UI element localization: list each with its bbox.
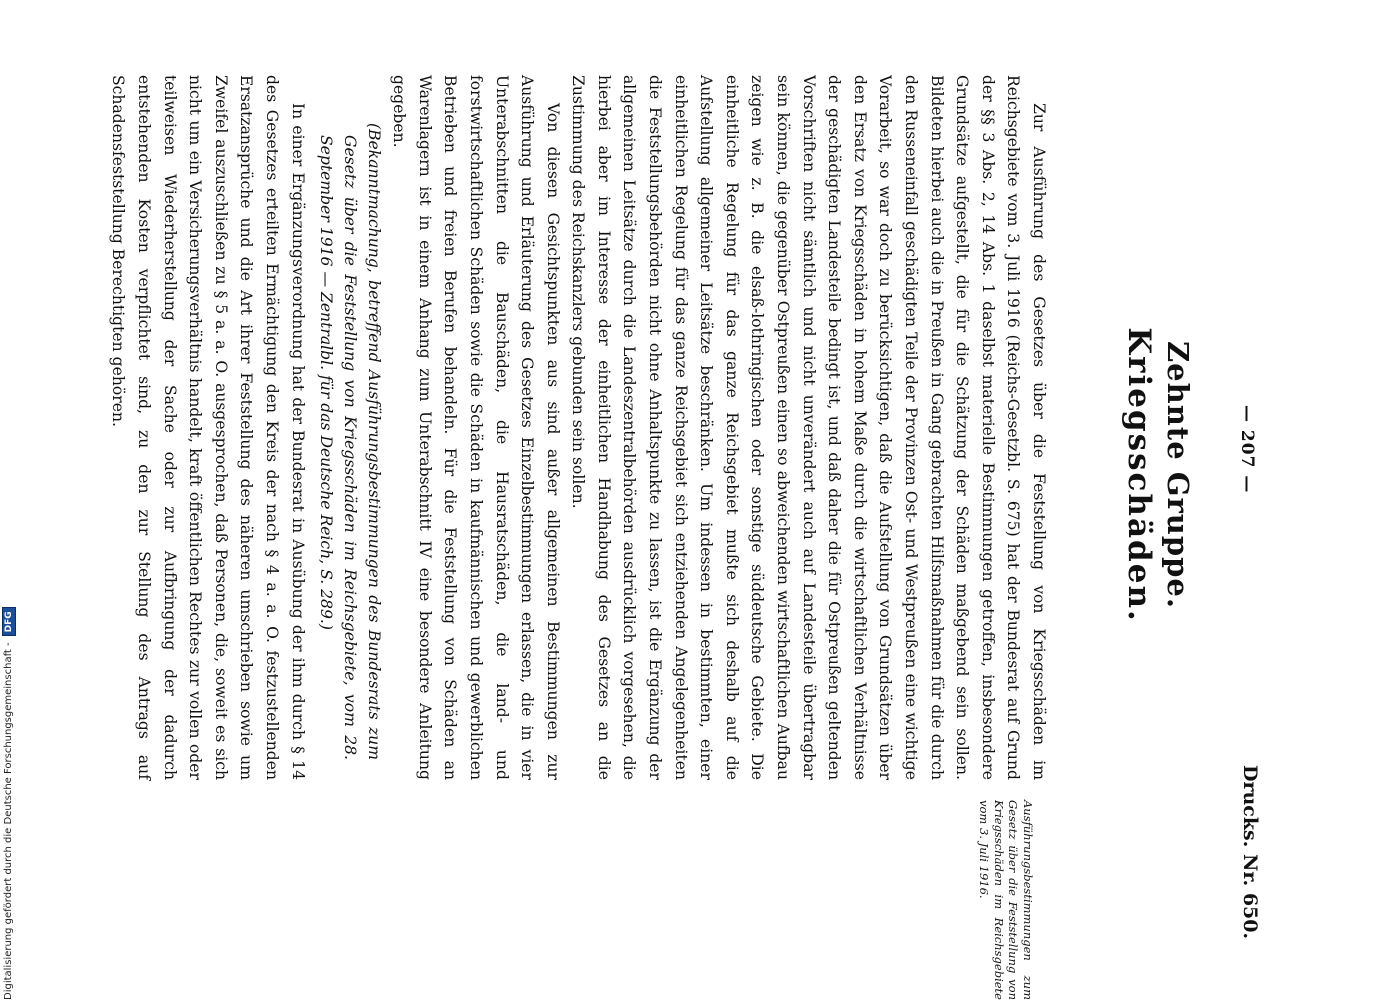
body-text bbox=[105, 75, 1051, 780]
paragraph: Von diesen Gesichtspunkten aus sind außer allgemeinen Bestimmungen zur Ausführung und Erläuterung des Gesetzes Einzelbestimmungen erlassen, die in vier Unterabschnitten die Bauschäden, die Hausratschäden, die land- und forstwirtschaftlichen Schäden sowie die Schäden in kaufmännischen und gewerblichen Betrieben und freien Berufen behandeln. Für die Feststellung von Schäden an Warenlagern ist in einem Anhang zum Unterabschnitt IV eine besondere Anleitung gegeben. bbox=[390, 75, 562, 780]
section-title: Kriegsschäden. bbox=[1121, 327, 1157, 623]
digitization-credit bbox=[2, 0, 16, 1000]
paragraph: Zur Ausführung des Gesetzes über die Feststellung von Kriegsschäden im Reichsgebiete vom 3. Juli 1916 (Reichs-Gesetzbl. S. 675) hat der Bundesrat auf Grund der §§ 3 Abs. 2, 14 Abs. 1 daselbst materielle Bestimmungen getroffen, insbesondere Grundsätze aufgestellt, die für die Schätzung der Schäden maßgebend sein sollen. Bildeten hierbei auch die in Preußen in Gang gebrachten Hilfsmaßnahmen für die durch den Russeneinfall geschädigten Teile der Provinzen Ost- und Westpreußen eine wichtige Vorarbeit, so war doch zu berücksichtigen, daß die Aufstellung von Grundsätzen über den Ersatz von Kriegsschäden in hohem Maße durch die wirtschaftlichen Verhältnisse der geschädigten Landesteile bedingt ist, und daß daher die für Ostpreußen geltenden Vorschriften nicht sämtlich und nicht unverändert auch auf Landesteile übertragbar sein können, die gegenüber Ostpreußen einen so abweichenden wirtschaftlichen Aufbau zeigen wie z. B. die elsaß-lothringischen oder sonstige süddeutsche Gebiete. Die einheitliche Regelung für das ganze Reichsgebiet mußte sich deshalb auf die Aufstellung allgemeiner Leitsätze beschränken. Um indessen in bestimmten, einer einheitlichen Regelung für das ganze Reichsgebiet sich entziehenden Angelegenheiten die Feststellungsbehörden nicht ohne Anhaltspunkte zu lassen, ist die Ergänzung der allgemeinen Leitsätze durch die Landeszentralbehörden ausdrücklich vorgesehen, die hierbei aber im Interesse der einheitlichen Handhabung des Gesetzes an die Zustimmung des Reichskanzlers gebunden sein sollen. bbox=[569, 75, 1048, 780]
citation: (Bekanntmachung, betreffend Ausführungsbestimmungen des Bundesrats zum Gesetz über die Feststellung von Kriegsschäden im Reichsgebiete, vom 28. September 1916 — Zentralbl. für das Deutsche Reich, S. 289.) bbox=[316, 123, 383, 760]
dfg-logo: DFG bbox=[2, 607, 16, 636]
margin-note: Ausführungsbestimmungen zum Gesetz über die Feststellung von Kriegsschäden im Reichsgebiete vom 3. Juli 1916. bbox=[977, 800, 1035, 1000]
group-heading: Zehnte Gruppe. bbox=[1161, 341, 1195, 609]
document-number: Drucks. Nr. 650. bbox=[1239, 765, 1261, 940]
scanned-page bbox=[109, 75, 1265, 1000]
credit-text: Digitalisierung gefördert durch die Deutsche Forschungsgemeinschaft - bbox=[3, 642, 14, 1000]
paragraph: In einer Ergänzungsverordnung hat der Bundesrat in Ausübung der ihm durch § 14 des Gesetzes erteilten Ermächtigung den Kreis der nach § 4 a. a. O. festzustellenden Ersatzansprüche und die Art ihrer Feststellung des näheren umschrieben sowie um Zweifel auszuschließen zu § 5 a. a. O. ausgesprochen, daß Personen, die, soweit es sich nicht um ein Versicherungsverhältnis handelt, kraft öffentlichen Rechtes zur vollen oder teilweisen Wiederherstellung der Sache oder zur Aufbringung der dadurch entstehenden Kosten verpflichtet sind, zu den zur Stellung des Antrags auf Schadensfeststellung Berechtigten gehören. bbox=[109, 75, 307, 780]
page-number: — 207 — bbox=[1237, 405, 1257, 494]
